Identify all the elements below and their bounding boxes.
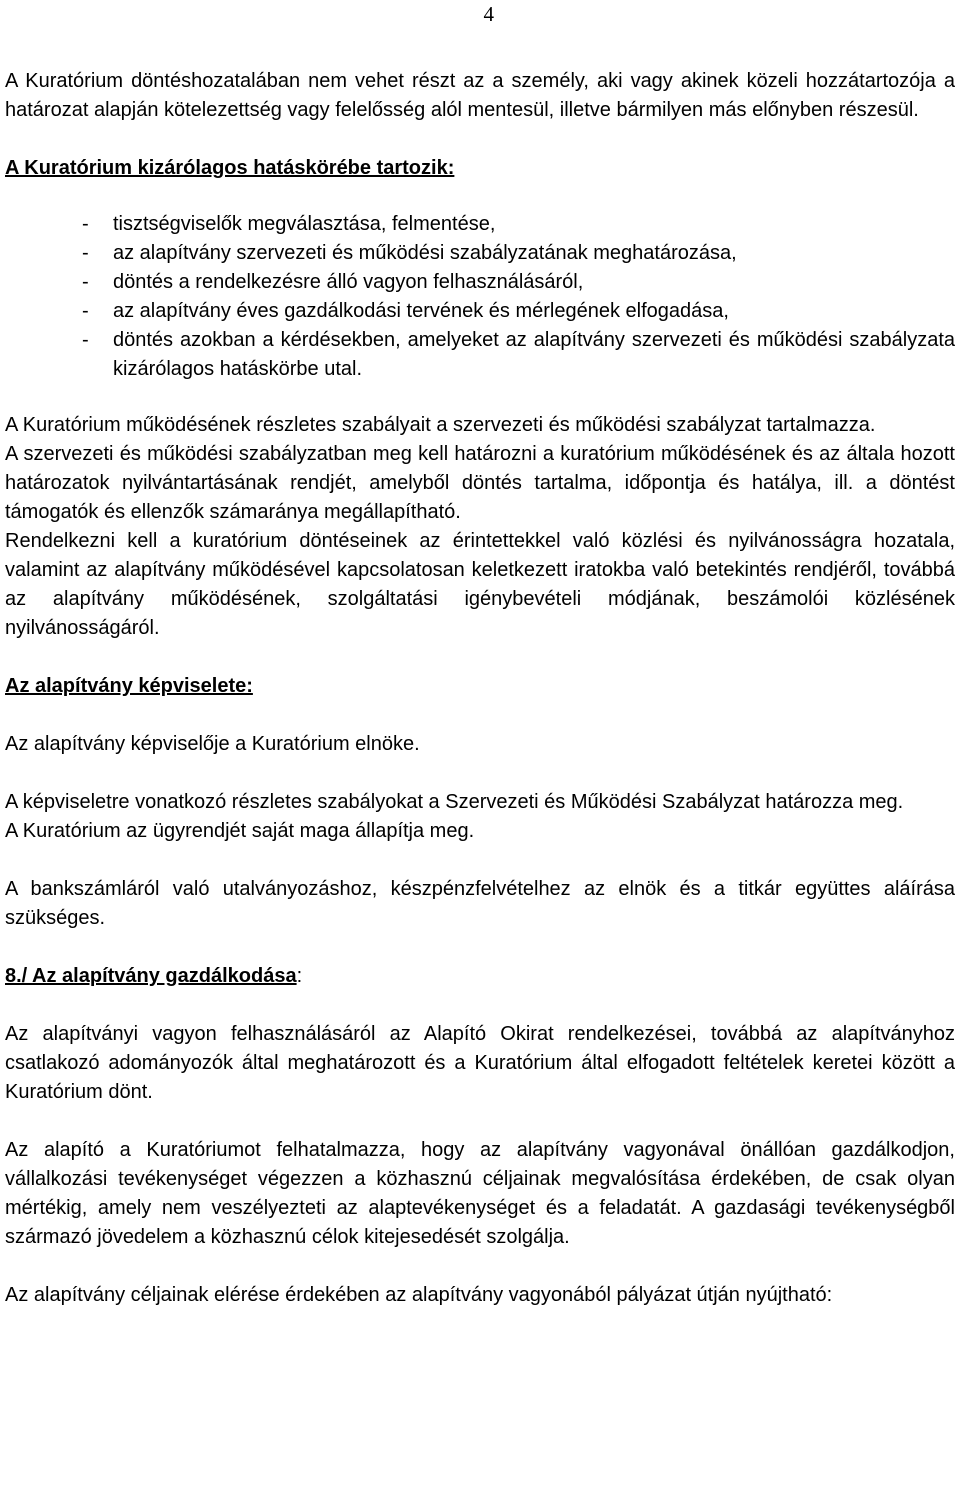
list-item [5,239,955,268]
list-item-text: döntés azokban a kérdésekben, amelyeket az alapítvány szervezeti és működési szabályzata kizárólagos hatáskörbe utal. [113,329,955,380]
paragraph-operating-rules: A Kuratórium működésének részletes szabályait a szervezeti és működési szabályzat tartalmazza. [5,414,876,436]
list-item-text: az alapítvány szervezeti és működési szabályzatának meghatározása, [113,242,737,264]
list-item-text: az alapítvány éves gazdálkodási tervének és mérlegének elfogadása, [113,300,729,322]
competence-list [5,210,955,384]
heading-management-colon: : [296,965,303,987]
list-dash: - [82,329,89,351]
paragraph-procedure: A Kuratórium az ügyrendjét saját maga állapítja meg. [5,820,475,842]
list-dash: - [82,271,89,293]
paragraph-representative: Az alapítvány képviselője a Kuratórium elnöke. [5,733,420,755]
page-number: 4 [483,2,494,26]
list-item-text: döntés a rendelkezésre álló vagyon felhasználásáról, [113,271,584,293]
paragraph-bank-signature: A bankszámláról való utalványozáshoz, készpénzfelvételhez az elnök és a titkár együttes aláírása szükséges. [5,878,955,929]
paragraph-decision-exclusion: A Kuratórium döntéshozatalában nem vehet részt az a személy, aki vagy akinek közeli hozzátartozója a határozat alapján kötelezettség vagy felelősség alól mentesül, illetve bármilyen más előnyben részesül. [5,70,955,121]
list-dash: - [82,213,89,235]
paragraph-asset-usage: Az alapítványi vagyon felhasználásáról az Alapító Okirat rendelkezései, továbbá az alapítványhoz csatlakozó adományozók által meghatározott és a Kuratórium által elfogadott feltételek keretei között a Kuratórium dönt. [5,1023,955,1103]
paragraph-representation-rules: A képviseletre vonatkozó részletes szabályokat a Szervezeti és Működési Szabályzat határozza meg. [5,791,904,813]
heading-exclusive-competence: A Kuratórium kizárólagos hatáskörébe tartozik: [5,157,455,179]
list-item [5,297,955,326]
document-body [5,67,955,1310]
list-item [5,268,955,297]
paragraph-register-rules: A szervezeti és működési szabályzatban meg kell határozni a kuratórium működésének és az általa hozott határozatok nyilvántartásának rendjét, amelyből döntés tartalma, időpontja és hatálya, ill. a döntést támogatók és ellenzők számaránya megállapítható. [5,443,955,523]
list-item-text: tisztségviselők megválasztása, felmentése, [113,213,496,235]
paragraph-publicity-rules: Rendelkezni kell a kuratórium döntéseinek az érintettekkel való közlési és nyilvánosságra hozatala, valamint az alapítvány működésével kapcsolatosan keletkezett iratokba való betekintés rendjéről, továbbá az alapítvány működésének, szolgáltatási igénybevételi módjának, beszámolói közlésének nyilvánosságáról. [5,530,955,639]
list-item [5,210,955,239]
list-item [5,326,955,384]
list-dash: - [82,300,89,322]
list-dash: - [82,242,89,264]
heading-management [5,962,955,991]
heading-representation: Az alapítvány képviselete: [5,675,253,697]
paragraph-grants: Az alapítvány céljainak elérése érdekében az alapítvány vagyonából pályázat útján nyújtható: [5,1284,833,1306]
paragraph-business-activity: Az alapító a Kuratóriumot felhatalmazza, hogy az alapítvány vagyonával önállóan gazdálkodjon, vállalkozási tevékenységet végezzen a közhasznú céljainak megvalósítása érdekében, de csak olyan mértékig, amely nem veszélyezteti az alaptevékenységet és a feladatát. A gazdasági tevékenységből származó jövedelem a közhasznú célok kitejesedését szolgálja. [5,1139,955,1248]
heading-management-text: 8./ Az alapítvány gazdálkodása [5,965,297,987]
